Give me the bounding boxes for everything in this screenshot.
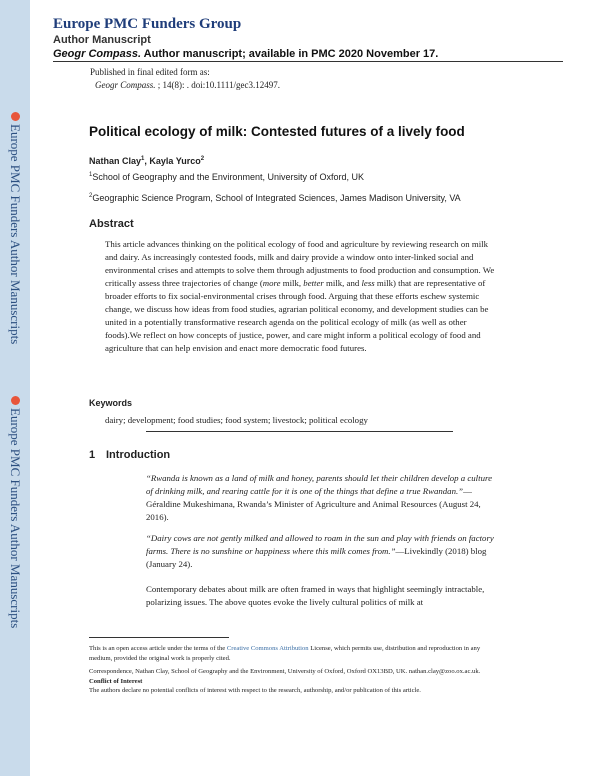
abstract-heading: Abstract [89,218,134,230]
keywords-heading: Keywords [89,398,133,408]
keywords-list: dairy; development; food studies; food system; livestock; political ecology [105,415,368,425]
quote-text: “Dairy cows are not gently milked and allowed to roam in the sun and play with friends on factory farms. There is no sunshine or happiness where this milk comes from.” [146,533,494,556]
sidebar-block-bottom [3,396,27,628]
europe-pmc-logo-icon [11,112,20,121]
footnotes [89,644,499,696]
funders-group: Europe PMC Funders Group [53,16,242,32]
journal-line [53,47,583,61]
abstract-text: This article advances thinking on the political ecology of food and agriculture by reviewing research on milk and dairy. As increasingly contested foods, milk and dairy provide a window onto inter-linked social and environmental crises and attempts to solve them through adjustments to food production and consumption. We critically assess three trajectories of change ( [105,239,495,288]
abstract-body [105,238,495,355]
author-name: Kayla Yurco [149,156,201,166]
article-title: Political ecology of milk: Contested futures of a lively food [89,124,465,139]
section-number: 1 [89,449,96,461]
abstract-text: milk, and [323,278,362,288]
affiliation-marker: 2 [200,156,205,162]
author-separator: , [144,156,150,166]
epigraph-quote-2 [146,532,496,571]
section-heading-introduction [89,449,170,461]
abstract-text: milk, [280,278,304,288]
affiliation-1 [89,172,364,182]
europe-pmc-logo-icon [11,396,20,405]
page-header [53,16,583,61]
citation-journal: Geogr Compass. [95,80,156,90]
published-citation [90,79,280,92]
abstract-emphasis: more [262,278,281,288]
affiliation-text: School of Geography and the Environment, University of Oxford, UK [92,172,364,182]
section-title: Introduction [106,449,171,461]
affiliation-2 [89,193,461,203]
conflict-text: The authors declare no potential conflicts of interest with respect to the research, authorship, and/or publication of this article. [89,687,421,694]
quote-text: “Rwanda is known as a land of milk and honey, parents should let their children develop a culture of drinking milk, and rearing cattle for it is one of the things that define a true Rwandan.” [146,473,492,496]
abstract-emphasis: less [361,278,375,288]
license-text: License, which permits use, distribution and reproduction in any medium, provided the original work is properly cited. [89,645,481,662]
published-label: Published in final edited form as: [90,67,210,77]
manuscript-type: Author Manuscript [53,34,151,46]
abstract-text: milk) that are representative of broader efforts to fix social-environmental crises through food. Arguing that these efforts eschew systemic change, we discuss how ideas from food studies, agrarian political economy, and development studies can be united in a potentially transformative research agenda on the political ecology of milk (as well as other foods).We reflect on how concepts of justice, power, and care might inform a political ecology of food and agriculture that can help envision and enact more democratic food futures. [105,278,489,353]
quote-attribution: —Géraldine Mukeshimana, Rwanda’s Minister of Agriculture and Animal Resources (August 24, 2016). [146,486,481,522]
affiliation-marker: 1 [141,156,145,162]
sidebar-label: Europe PMC Funders Author Manuscripts [8,408,23,629]
epigraph-quote-1 [146,472,496,524]
quote-attribution: —Livekindly (2018) blog (January 24). [146,546,487,569]
abstract-emphasis: better [303,278,324,288]
license-link[interactable]: Creative Commons Attribution [226,645,309,652]
journal-name: Geogr Compass. [53,48,142,60]
keywords-divider [146,431,453,432]
sidebar [0,0,30,776]
affiliation-marker: 1 [89,172,93,178]
availability-text: Author manuscript; available in PMC 2020 November 17. [141,48,439,60]
intro-paragraph: Contemporary debates about milk are often framed in ways that highlight seemingly intractable, polarizing issues. The above quotes evoke the lively cultural politics of milk at [146,584,485,607]
author-name: Nathan Clay [89,156,142,166]
authors [89,156,204,166]
footnote-divider [89,637,229,638]
header-divider [53,61,563,62]
license-note [89,644,499,663]
affiliation-marker: 2 [89,193,93,199]
published-info [90,66,280,92]
license-text: This is an open access article under the terms of the [89,645,227,652]
sidebar-label: Europe PMC Funders Author Manuscripts [8,124,23,345]
citation-details: ; 14(8): . doi:10.1111/gec3.12497. [155,80,280,90]
sidebar-block-top [3,112,27,344]
affiliation-text: Geographic Science Program, School of Integrated Sciences, James Madison University, VA [92,193,461,203]
correspondence-note: Correspondence, Nathan Clay, School of Geography and the Environment, University of Oxford, Oxford OX13BD, UK. nathan.clay@zoo.ox.ac.uk. [89,668,481,675]
conflict-heading: Conflict of Interest [89,677,143,685]
